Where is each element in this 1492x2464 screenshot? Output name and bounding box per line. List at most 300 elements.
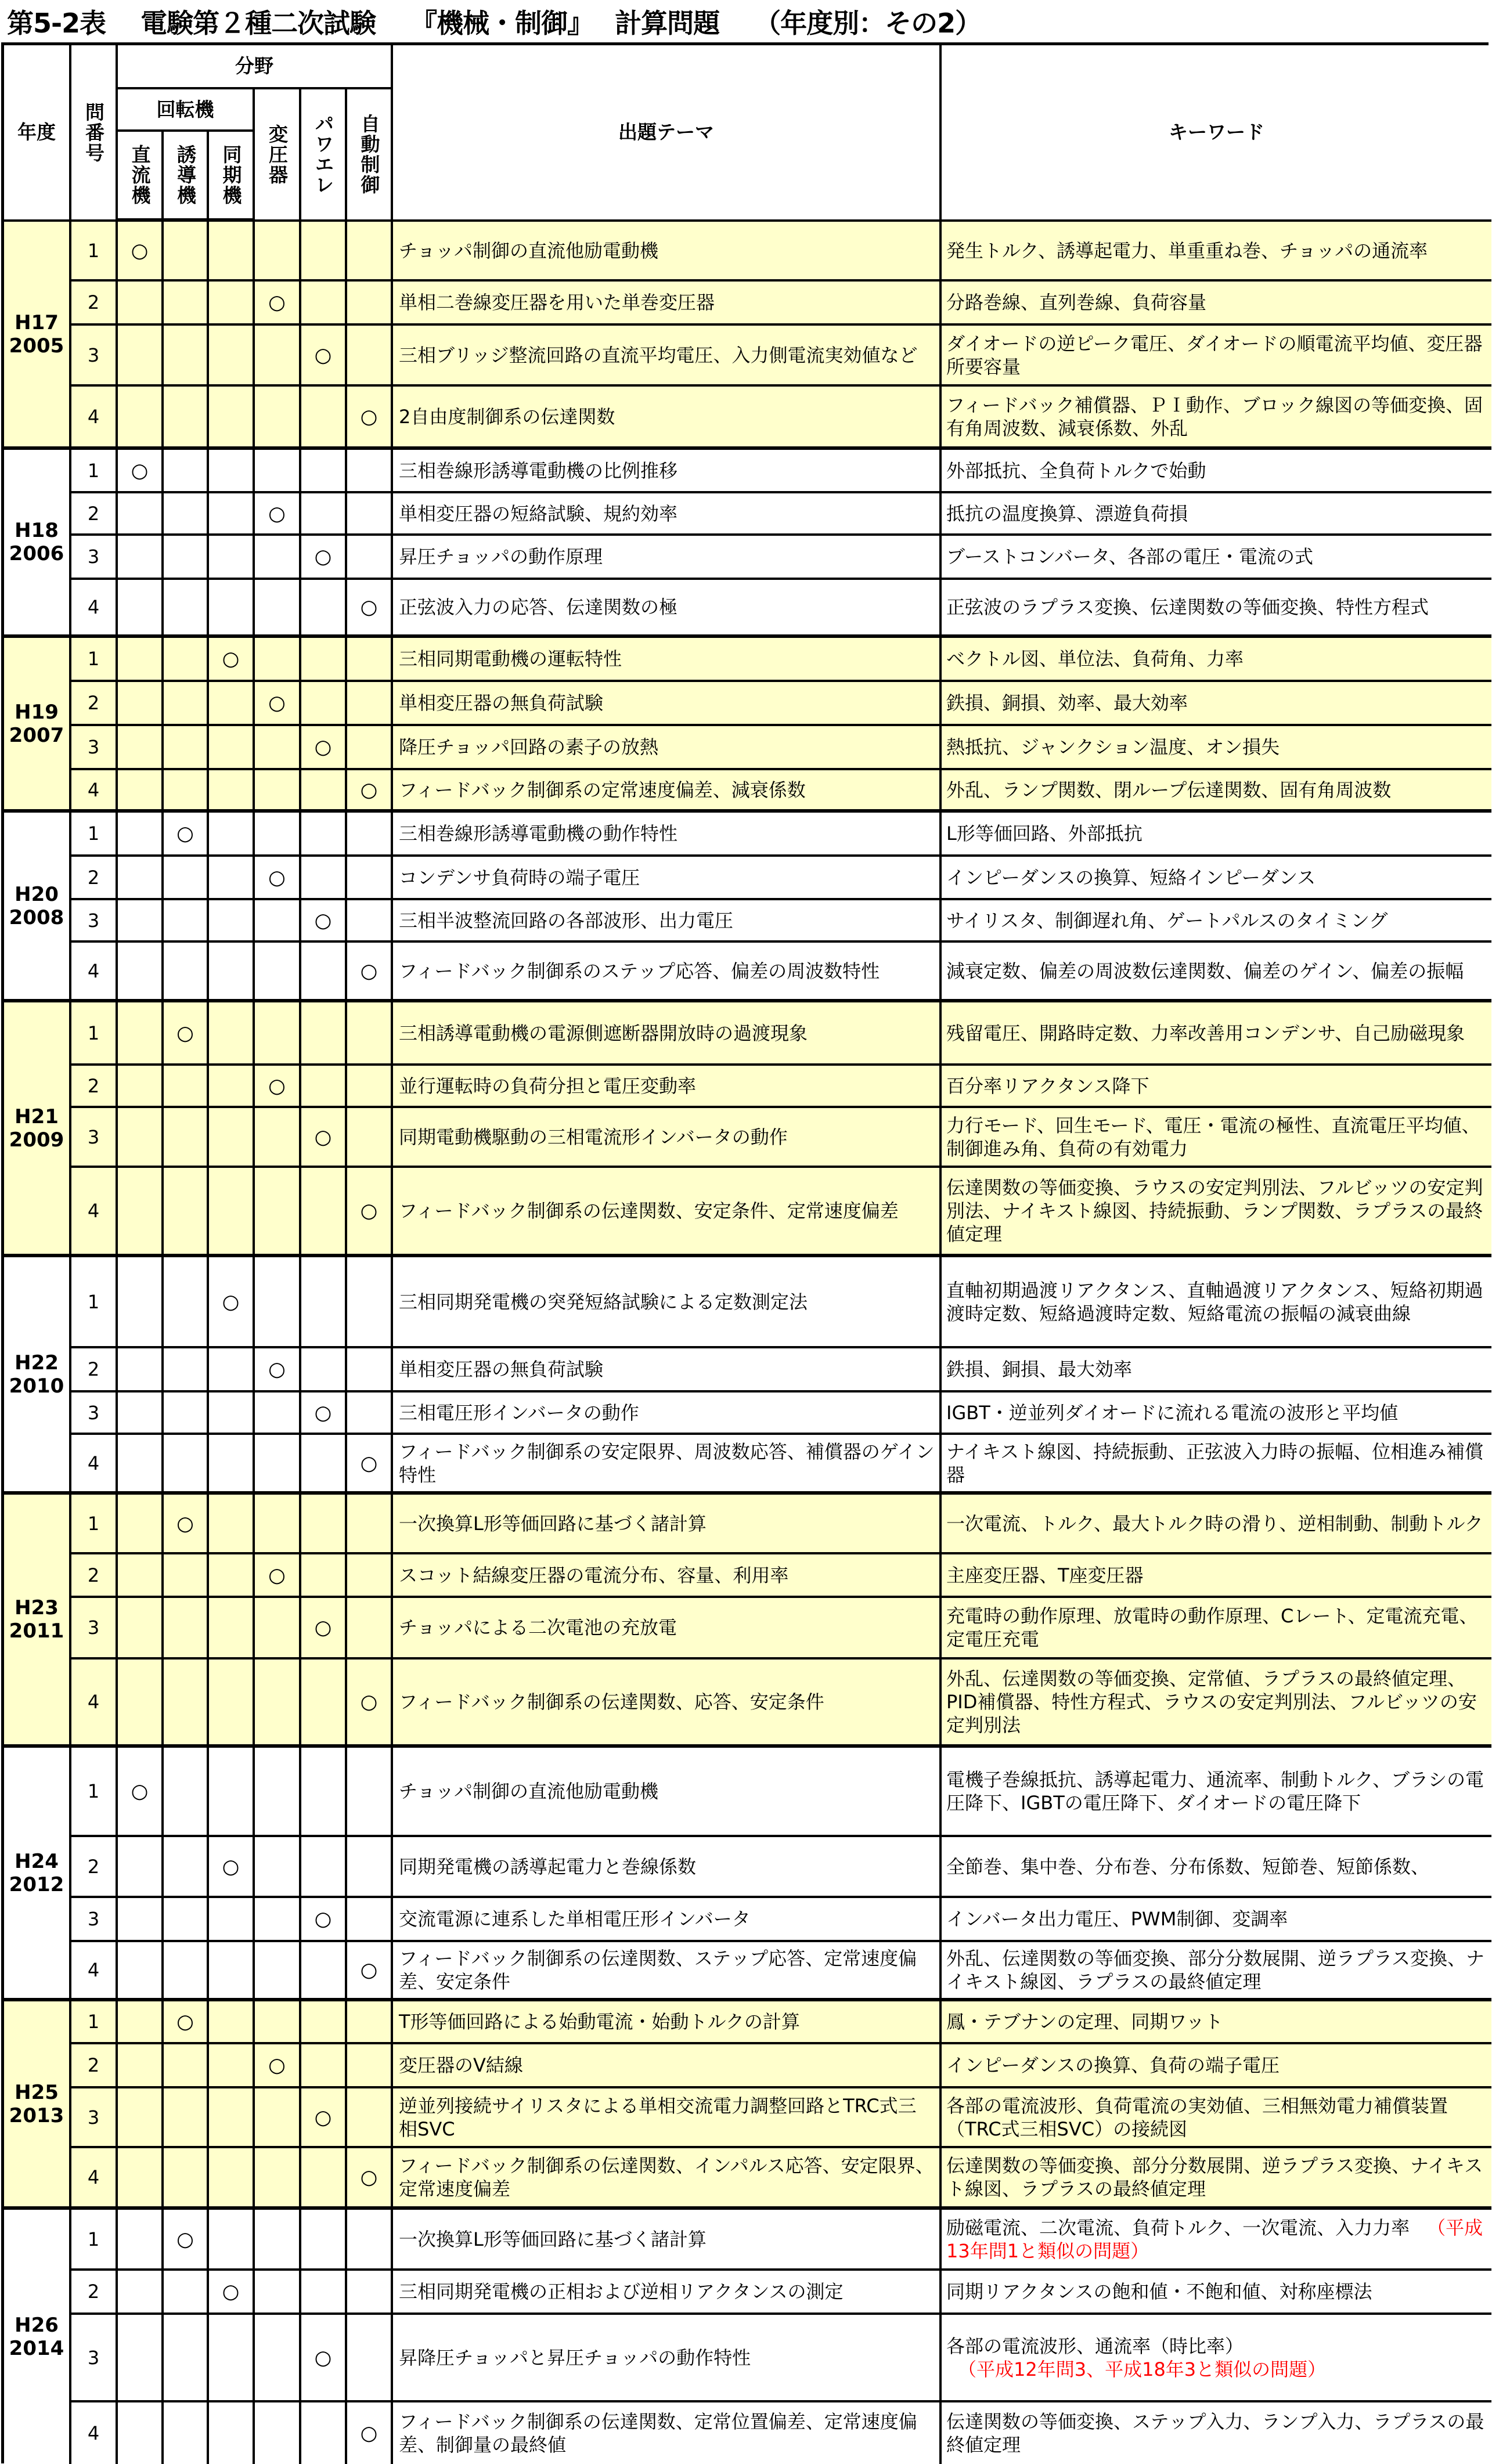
field-mark-cell (301, 682, 347, 726)
question-number: 2 (71, 1348, 118, 1392)
field-mark-cell (118, 1837, 164, 1898)
keywords-text: 発生トルク、誘導起電力、単重重ね巻、チョッパの通流率 (946, 239, 1428, 262)
field-mark-circle: ○ (347, 770, 393, 813)
exam-topic-table (1, 42, 1489, 2463)
theme-cell: 並行運転時の負荷分担と電圧変動率 (393, 1066, 942, 1108)
question-number: 3 (71, 1898, 118, 1942)
question-number: 2 (71, 857, 118, 900)
field-mark-circle: ○ (255, 1066, 301, 1108)
field-mark-circle: ○ (209, 1257, 255, 1348)
question-number: 3 (71, 536, 118, 580)
field-mark-cell (209, 1392, 255, 1435)
question-number: 2 (71, 1554, 118, 1598)
field-mark-cell (118, 282, 164, 326)
field-mark-cell (209, 1942, 255, 2001)
year-western-label: 2013 (9, 2104, 64, 2127)
field-mark-circle: ○ (347, 943, 393, 1002)
field-mark-circle: ○ (255, 857, 301, 900)
field-mark-cell (164, 1066, 209, 1108)
field-mark-cell (255, 770, 301, 813)
similar-problem-note: （平成12年問3、平成18年3と類似の問題） (958, 2358, 1327, 2380)
year-western-label: 2009 (9, 1128, 64, 1152)
field-mark-cell (301, 638, 347, 682)
field-mark-circle: ○ (347, 2148, 393, 2210)
field-mark-cell (118, 2315, 164, 2402)
field-mark-circle: ○ (255, 2044, 301, 2088)
field-mark-cell (118, 638, 164, 682)
year-western-label: 2008 (9, 905, 64, 929)
field-mark-cell (164, 2402, 209, 2464)
keywords-content (946, 291, 1206, 314)
field-mark-cell (209, 813, 255, 857)
theme-cell: 単相変圧器の無負荷試験 (393, 682, 942, 726)
field-mark-cell (209, 1066, 255, 1108)
keywords-cell (942, 1942, 1491, 2001)
keywords-cell (942, 387, 1491, 450)
field-mark-cell (118, 1392, 164, 1435)
field-mark-cell (164, 1837, 209, 1898)
keywords-cell (942, 222, 1491, 282)
field-mark-cell (255, 638, 301, 682)
field-mark-cell (118, 1002, 164, 1066)
field-mark-cell (164, 682, 209, 726)
keywords-text: 力行モード、回生モード、電圧・電流の極性、直流電圧平均値、制御進み角、負荷の有効電力 (946, 1114, 1480, 1160)
theme-cell: 逆並列接続サイリスタによる単相交流電力調整回路とTRC式三相SVC (393, 2088, 942, 2148)
field-mark-cell (347, 2271, 393, 2315)
field-mark-cell (118, 770, 164, 813)
field-mark-cell (118, 2402, 164, 2464)
keywords-text: 各部の電流波形、負荷電流の実効値、三相無効電力補償装置（TRC式三相SVC）の接続図 (946, 2094, 1448, 2140)
field-mark-cell (118, 536, 164, 580)
field-mark-circle: ○ (301, 900, 347, 943)
question-number: 1 (71, 2210, 118, 2271)
field-mark-circle: ○ (255, 493, 301, 536)
question-number: 4 (71, 943, 118, 1002)
field-mark-cell (301, 282, 347, 326)
year-western-label: 2014 (9, 2337, 64, 2360)
header-power-electronics: パワエレ (301, 89, 347, 222)
header-synchronous-machine: 同期機 (209, 132, 255, 222)
field-mark-cell (347, 1495, 393, 1554)
keywords-text: 励磁電流、二次電流、負荷トルク、一次電流、入力力率 (946, 2216, 1410, 2239)
keywords-text: 熱抵抗、ジャンクション温度、オン損失 (946, 736, 1280, 758)
field-mark-cell (347, 1748, 393, 1837)
theme-cell: フィードバック制御系の伝達関数、応答、安定条件 (393, 1659, 942, 1748)
keywords-content (946, 1074, 1149, 1098)
keywords-content (946, 502, 1188, 525)
field-mark-cell (118, 2148, 164, 2210)
keywords-text: 一次電流、トルク、最大トルク時の滑り、逆相制動、制動トルク (946, 1512, 1483, 1535)
field-mark-circle: ○ (347, 1942, 393, 2001)
field-mark-cell (255, 2210, 301, 2271)
keywords-content (946, 2410, 1487, 2456)
field-mark-cell (118, 2044, 164, 2088)
question-number: 2 (71, 2271, 118, 2315)
year-era-label: H24 (15, 1849, 59, 1873)
keywords-text: ダイオードの逆ピーク電圧、ダイオードの順電流平均値、変圧器所要容量 (946, 332, 1483, 378)
keywords-content (946, 239, 1428, 262)
theme-cell: 三相ブリッジ整流回路の直流平均電圧、入力側電流実効値など (393, 326, 942, 387)
field-mark-circle: ○ (164, 1002, 209, 1066)
keywords-content (946, 2335, 1326, 2381)
field-mark-cell (255, 580, 301, 638)
keywords-cell (942, 1257, 1491, 1348)
field-mark-cell (255, 1748, 301, 1837)
field-mark-cell (209, 1348, 255, 1392)
year-cell (4, 813, 71, 1002)
field-mark-circle: ○ (301, 2315, 347, 2402)
keywords-cell (942, 682, 1491, 726)
theme-cell: 三相同期発電機の突発短絡試験による定数測定法 (393, 1257, 942, 1348)
keywords-text: 直軸初期過渡リアクタンス、直軸過渡リアクタンス、短絡初期過渡時定数、短絡過渡時定数、短絡電流の振幅の減衰曲線 (946, 1279, 1483, 1325)
keywords-cell (942, 536, 1491, 580)
field-mark-cell (255, 1659, 301, 1748)
field-mark-cell (209, 900, 255, 943)
keywords-text: 伝達関数の等価変換、ラウスの安定判別法、フルビッツの安定判別法、ナイキスト線図、持続振動、ランプ関数、ラプラスの最終値定理 (946, 1177, 1483, 1245)
theme-cell: 昇降圧チョッパと昇圧チョッパの動作特性 (393, 2315, 942, 2402)
keywords-cell (942, 450, 1491, 493)
theme-cell: 三相同期発電機の正相および逆相リアクタンスの測定 (393, 2271, 942, 2315)
field-mark-cell (301, 1837, 347, 1898)
theme-cell: 昇圧チョッパの動作原理 (393, 536, 942, 580)
field-mark-cell (347, 726, 393, 770)
field-mark-cell (164, 2271, 209, 2315)
theme-cell: フィードバック制御系の伝達関数、定常位置偏差、定常速度偏差、制御量の最終値 (393, 2402, 942, 2464)
keywords-cell (942, 2044, 1491, 2088)
field-mark-cell (255, 2088, 301, 2148)
question-number: 1 (71, 638, 118, 682)
field-mark-cell (209, 1598, 255, 1659)
field-mark-cell (255, 1942, 301, 2001)
keywords-content (946, 1907, 1288, 1931)
keywords-cell (942, 900, 1491, 943)
field-mark-circle: ○ (347, 387, 393, 450)
year-western-label: 2010 (9, 1374, 64, 1398)
question-number: 3 (71, 2088, 118, 2148)
theme-cell: チョッパによる二次電池の充放電 (393, 1598, 942, 1659)
keywords-content (946, 1022, 1465, 1045)
keywords-content (946, 1855, 1429, 1878)
theme-cell: フィードバック制御系のステップ応答、偏差の周波数特性 (393, 943, 942, 1002)
field-mark-cell (301, 1348, 347, 1392)
field-mark-cell (255, 1598, 301, 1659)
field-mark-cell (347, 1257, 393, 1348)
question-number: 4 (71, 1168, 118, 1257)
field-mark-cell (164, 493, 209, 536)
theme-cell: 三相誘導電動機の電源側遮断器開放時の過渡現象 (393, 1002, 942, 1066)
field-mark-cell (209, 1554, 255, 1598)
theme-cell: 一次換算L形等価回路に基づく諸計算 (393, 2210, 942, 2271)
field-mark-cell (301, 2402, 347, 2464)
field-mark-cell (118, 1659, 164, 1748)
year-cell (4, 1495, 71, 1748)
field-mark-cell (209, 1748, 255, 1837)
keywords-cell (942, 943, 1491, 1002)
keywords-text: 減衰定数、偏差の周波数伝達関数、偏差のゲイン、偏差の振幅 (946, 959, 1464, 982)
keywords-content (946, 596, 1429, 619)
year-era-label: H17 (15, 311, 59, 334)
field-mark-cell (209, 2044, 255, 2088)
field-mark-cell (255, 536, 301, 580)
keywords-text: 伝達関数の等価変換、部分分数展開、逆ラプラス変換、ナイキスト線図、ラプラスの最終値定理 (946, 2155, 1483, 2200)
year-era-label: H22 (15, 1351, 59, 1374)
field-mark-cell (164, 387, 209, 450)
question-number: 4 (71, 580, 118, 638)
keywords-text: 鉄損、銅損、効率、最大効率 (946, 692, 1188, 714)
keywords-cell (942, 1748, 1491, 1837)
year-western-label: 2011 (9, 1619, 64, 1643)
field-mark-cell (347, 813, 393, 857)
theme-cell: 三相電圧形インバータの動作 (393, 1392, 942, 1435)
field-mark-cell (209, 1898, 255, 1942)
field-mark-cell (255, 2271, 301, 2315)
field-mark-cell (255, 1392, 301, 1435)
keywords-content (946, 1114, 1487, 1160)
theme-cell: 単相変圧器の短絡試験、規約効率 (393, 493, 942, 536)
field-mark-cell (301, 2148, 347, 2210)
keywords-content (946, 866, 1316, 889)
field-mark-cell (255, 2001, 301, 2044)
keywords-cell (942, 1554, 1491, 1598)
field-mark-cell (255, 387, 301, 450)
field-mark-cell (209, 536, 255, 580)
field-mark-cell (164, 943, 209, 1002)
keywords-content (946, 1176, 1487, 1246)
year-cell (4, 450, 71, 638)
field-mark-cell (164, 1108, 209, 1168)
field-mark-cell (209, 726, 255, 770)
field-mark-cell (255, 1257, 301, 1348)
field-mark-cell (301, 2001, 347, 2044)
field-mark-cell (209, 1002, 255, 1066)
field-mark-cell (209, 493, 255, 536)
question-number: 3 (71, 900, 118, 943)
field-mark-cell (209, 1659, 255, 1748)
field-mark-cell (347, 1837, 393, 1898)
keywords-cell (942, 1495, 1491, 1554)
keywords-cell (942, 580, 1491, 638)
field-mark-cell (301, 1002, 347, 1066)
field-mark-circle: ○ (255, 1348, 301, 1392)
field-mark-cell (347, 900, 393, 943)
field-mark-circle: ○ (118, 1748, 164, 1837)
year-cell (4, 1748, 71, 2001)
header-year: 年度 (4, 45, 71, 222)
year-cell (4, 2001, 71, 2210)
keywords-content (946, 822, 1143, 845)
field-mark-cell (164, 536, 209, 580)
header-induction-machine: 誘導機 (164, 132, 209, 222)
keywords-content (946, 2094, 1487, 2141)
header-question-number: 問番号 (71, 45, 118, 222)
field-mark-cell (301, 222, 347, 282)
field-mark-cell (118, 1598, 164, 1659)
field-mark-cell (347, 2210, 393, 2271)
question-number: 1 (71, 1495, 118, 1554)
question-number: 4 (71, 2402, 118, 2464)
field-mark-cell (118, 682, 164, 726)
theme-cell: チョッパ制御の直流他励電動機 (393, 1748, 942, 1837)
field-mark-cell (209, 2402, 255, 2464)
page-title: 第5-2表 電験第２種二次試験 『機械・制御』 計算問題 （年度別：その2） (7, 8, 982, 39)
field-mark-cell (118, 900, 164, 943)
field-mark-cell (347, 450, 393, 493)
theme-cell: フィードバック制御系の伝達関数、ステップ応答、定常速度偏差、安定条件 (393, 1942, 942, 2001)
field-mark-cell (209, 2315, 255, 2402)
keywords-content (946, 459, 1206, 482)
field-mark-cell (301, 387, 347, 450)
field-mark-cell (255, 1898, 301, 1942)
keywords-cell (942, 2315, 1491, 2402)
field-mark-cell (164, 1257, 209, 1348)
field-mark-cell (255, 1168, 301, 1257)
theme-cell: 正弦波入力の応答、伝達関数の極 (393, 580, 942, 638)
field-mark-cell (301, 580, 347, 638)
field-mark-cell (118, 1942, 164, 2001)
keywords-text: 外部抵抗、全負荷トルクで始動 (946, 459, 1206, 482)
field-mark-cell (164, 1168, 209, 1257)
question-number: 4 (71, 1435, 118, 1495)
keywords-text: インバータ出力電圧、PWM制御、変調率 (946, 1908, 1288, 1930)
field-mark-cell (209, 770, 255, 813)
field-mark-cell (118, 1898, 164, 1942)
field-mark-cell (301, 1495, 347, 1554)
keywords-cell (942, 1435, 1491, 1495)
question-number: 1 (71, 1257, 118, 1348)
field-mark-cell (118, 326, 164, 387)
question-number: 2 (71, 1066, 118, 1108)
field-mark-cell (164, 222, 209, 282)
field-mark-cell (301, 770, 347, 813)
keywords-content (946, 1512, 1483, 1535)
field-mark-circle: ○ (209, 638, 255, 682)
keywords-content (946, 545, 1313, 568)
field-mark-cell (255, 1002, 301, 1066)
field-mark-cell (209, 857, 255, 900)
field-mark-cell (164, 2088, 209, 2148)
theme-cell: フィードバック制御系の伝達関数、インパルス応答、安定限界、定常速度偏差 (393, 2148, 942, 2210)
question-number: 2 (71, 282, 118, 326)
field-mark-circle: ○ (301, 726, 347, 770)
keywords-text: 鉄損、銅損、最大効率 (946, 1358, 1133, 1380)
keywords-text: サイリスタ、制御遅れ角、ゲートパルスのタイミング (946, 909, 1388, 932)
field-mark-cell (164, 2044, 209, 2088)
field-mark-cell (255, 2402, 301, 2464)
field-mark-circle: ○ (255, 1554, 301, 1598)
keywords-text: 抵抗の温度換算、漂遊負荷損 (946, 502, 1188, 525)
field-mark-cell (118, 2210, 164, 2271)
field-mark-cell (301, 1942, 347, 2001)
field-mark-circle: ○ (164, 2210, 209, 2271)
keywords-text: 外乱、伝達関数の等価変換、定常値、ラプラスの最終値定理、PID補償器、特性方程式、ラウスの安定判別法、フルビッツの安定判別法 (946, 1668, 1477, 1736)
theme-cell: チョッパ制御の直流他励電動機 (393, 222, 942, 282)
question-number: 3 (71, 2315, 118, 2402)
keywords-cell (942, 1392, 1491, 1435)
field-mark-cell (118, 1066, 164, 1108)
field-mark-cell (301, 450, 347, 493)
keywords-content (946, 909, 1388, 932)
field-mark-cell (347, 857, 393, 900)
field-mark-cell (164, 1348, 209, 1392)
question-number: 2 (71, 1837, 118, 1898)
field-mark-cell (209, 2088, 255, 2148)
field-mark-cell (164, 1554, 209, 1598)
field-mark-cell (118, 580, 164, 638)
field-mark-cell (209, 580, 255, 638)
question-number: 1 (71, 450, 118, 493)
theme-cell: コンデンサ負荷時の端子電圧 (393, 857, 942, 900)
keywords-text: 電機子巻線抵抗、誘導起電力、通流率、制動トルク、ブラシの電圧降下、IGBTの電圧降下、ダイオードの電圧降下 (946, 1769, 1484, 1814)
field-mark-cell (209, 943, 255, 1002)
keywords-text: インピーダンスの換算、負荷の端子電圧 (946, 2054, 1280, 2076)
field-mark-cell (164, 2148, 209, 2210)
year-western-label: 2006 (9, 542, 64, 565)
keywords-content (946, 778, 1391, 802)
field-mark-cell (347, 2315, 393, 2402)
keywords-content (946, 1279, 1487, 1325)
field-mark-cell (118, 2271, 164, 2315)
field-mark-cell (301, 1659, 347, 1748)
keywords-content (946, 2054, 1280, 2077)
question-number: 1 (71, 222, 118, 282)
field-mark-cell (118, 2001, 164, 2044)
question-number: 4 (71, 387, 118, 450)
keywords-cell (942, 326, 1491, 387)
theme-cell: 三相同期電動機の運転特性 (393, 638, 942, 682)
keywords-cell (942, 1898, 1491, 1942)
similar-problem-note: （平成13年問1と類似の問題） (946, 2216, 1483, 2262)
field-mark-cell (118, 1168, 164, 1257)
field-mark-circle: ○ (347, 580, 393, 638)
field-mark-cell (209, 326, 255, 387)
question-number: 4 (71, 2148, 118, 2210)
keywords-content (946, 332, 1487, 378)
keywords-text: 鳳・テブナンの定理、同期ワット (946, 2011, 1223, 2033)
question-number: 2 (71, 2044, 118, 2088)
field-mark-cell (164, 1598, 209, 1659)
keywords-cell (942, 2001, 1491, 2044)
field-mark-cell (347, 222, 393, 282)
field-mark-cell (301, 1066, 347, 1108)
field-mark-cell (347, 536, 393, 580)
field-mark-cell (347, 682, 393, 726)
field-mark-cell (118, 857, 164, 900)
keywords-cell (942, 2271, 1491, 2315)
theme-cell: 三相半波整流回路の各部波形、出力電圧 (393, 900, 942, 943)
field-mark-cell (164, 1942, 209, 2001)
field-mark-cell (255, 2148, 301, 2210)
theme-cell: 単相変圧器の無負荷試験 (393, 1348, 942, 1392)
field-mark-cell (255, 326, 301, 387)
header-field: 分野 (118, 45, 393, 89)
question-number: 4 (71, 1659, 118, 1748)
field-mark-cell (118, 1495, 164, 1554)
keywords-text: L形等価回路、外部抵抗 (946, 822, 1143, 845)
field-mark-cell (164, 2315, 209, 2402)
field-mark-cell (209, 222, 255, 282)
question-number: 4 (71, 1942, 118, 2001)
keywords-content (946, 647, 1244, 670)
keywords-cell (942, 2210, 1491, 2271)
question-number: 1 (71, 1002, 118, 1066)
theme-cell: 三相巻線形誘導電動機の比例推移 (393, 450, 942, 493)
keywords-content (946, 1358, 1132, 1381)
field-mark-circle: ○ (164, 813, 209, 857)
keywords-cell (942, 726, 1491, 770)
keywords-text: 全節巻、集中巻、分布巻、分布係数、短節巻、短節係数、 (946, 1855, 1430, 1878)
keywords-cell (942, 813, 1491, 857)
keywords-content (946, 1440, 1487, 1487)
